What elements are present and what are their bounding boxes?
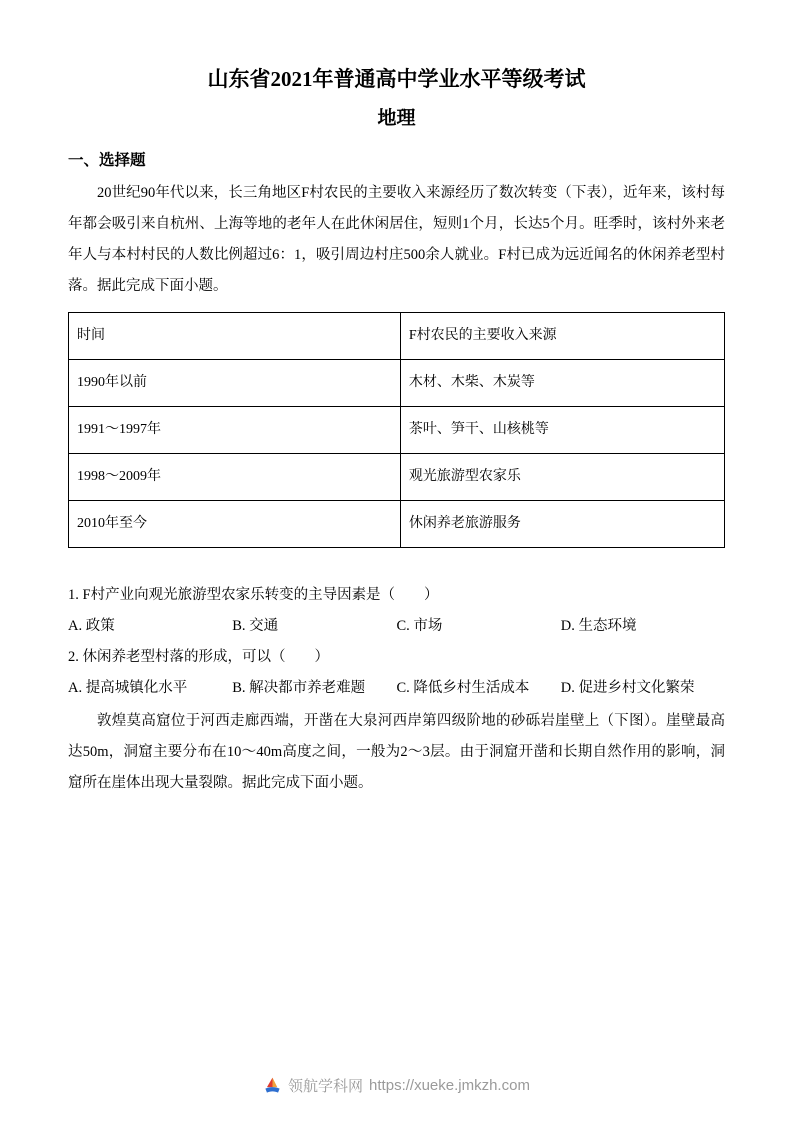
page-title: 山东省2021年普通高中学业水平等级考试 [207,67,586,91]
table-cell-income: 木材、木柴、木炭等 [400,360,724,407]
footer-site-name: 领航学科网 [288,1078,364,1095]
question-1-option-c: C. 市场 [396,618,443,634]
table-cell-period: 1991～1997年 [69,407,401,454]
table-cell-period: 2010年至今 [69,501,401,548]
table-row [69,454,725,501]
table-row [69,501,725,548]
question-2-options [68,673,725,704]
xueke-logo-icon [263,1076,282,1095]
footer-site-url: https://xueke.jmkzh.com [369,1077,530,1094]
passage-mogao-caves: 敦煌莫高窟位于河西走廊西端，开凿在大泉河西岸第四级阶地的砂砾岩崖壁上（下图）。崖壁最高达50m，洞窟主要分布在10～40m高度之间，一般为2～3层。由于洞窟开凿和长期自然作用的影响，洞窟所在崖体出现大量裂隙。据此完成下面小题。 [68,713,725,791]
table-header-time: 时间 [69,313,401,360]
question-2-option-b: B. 解决都市养老难题 [232,680,366,696]
question-1-stem: 1. F村产业向观光旅游型农家乐转变的主导因素是（ ） [68,587,439,603]
table-cell-income: 观光旅游型农家乐 [400,454,724,501]
footer-watermark [0,1075,793,1096]
table-cell-income: 休闲养老旅游服务 [400,501,724,548]
question-1-option-d: D. 生态环境 [560,618,637,634]
table-row-header [69,313,725,360]
subject-title: 地理 [377,108,416,129]
section-heading: 一、选择题 [68,152,146,169]
table-cell-period: 1998～2009年 [69,454,401,501]
question-2-option-a: A. 提高城镇化水平 [68,680,188,696]
table-cell-period: 1990年以前 [69,360,401,407]
question-block [68,580,725,704]
question-2-option-c: C. 降低乡村生活成本 [396,680,530,696]
table-cell-income: 茶叶、笋干、山核桃等 [400,407,724,454]
income-source-table [68,312,725,548]
question-1-options [68,611,725,642]
question-2-option-d: D. 促进乡村文化繁荣 [560,680,695,696]
question-1-option-b: B. 交通 [232,618,279,634]
table-row [69,360,725,407]
question-2-stem: 2. 休闲养老型村落的形成，可以（ ） [68,649,329,665]
question-1-option-a: A. 政策 [68,618,115,634]
passage-village: 20世纪90年代以来，长三角地区F村农民的主要收入来源经历了数次转变（下表），近年来，该村每年都会吸引来自杭州、上海等地的老年人在此休闲居住，短则1个月，长达5个月。旺季时，该村外来老年人与本村村民的人数比例超过6：1，吸引周边村庄500余人就业。F村已成为远近闻名的休闲养老型村落。据此完成下面小题。 [68,185,725,294]
table-header-income: F村农民的主要收入来源 [400,313,724,360]
table-row [69,407,725,454]
